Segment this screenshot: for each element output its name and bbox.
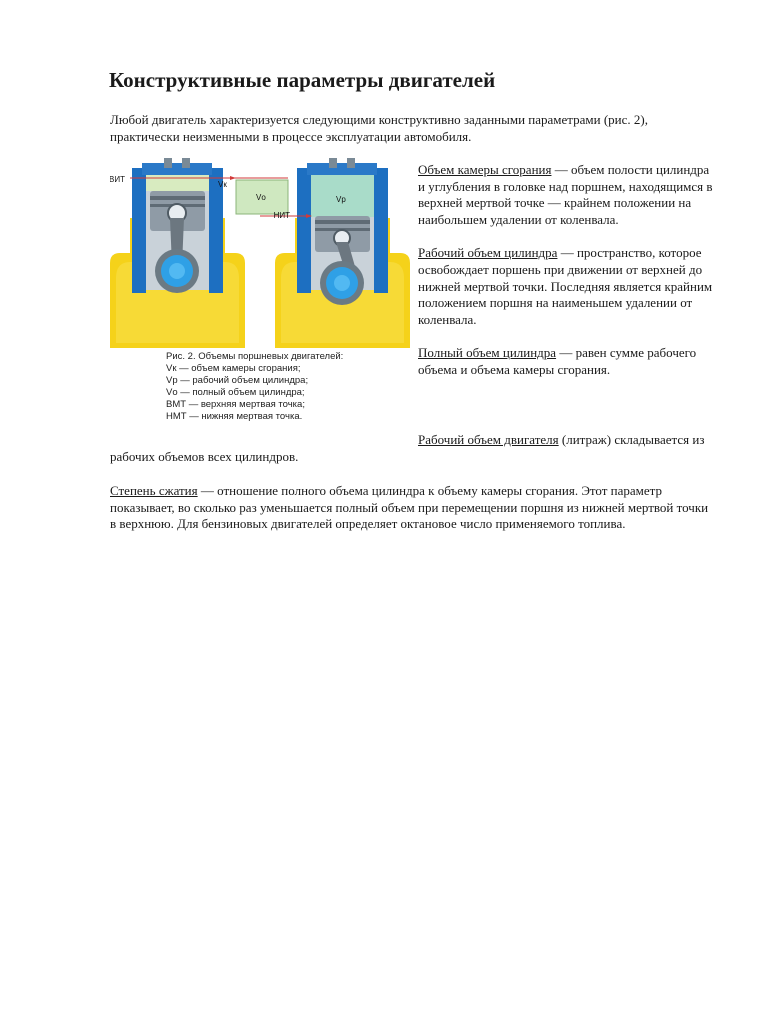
definition-working-volume bbox=[418, 245, 718, 329]
definition-compression-ratio bbox=[110, 483, 710, 533]
definition-text: — пространство, которое освобождает поршень при движении от верхней до нижней мертвой точки. Последняя является крайним положением поршня на наименьшем удалении от коленвала. bbox=[418, 245, 713, 328]
definitions-column bbox=[418, 162, 718, 395]
vo-label: Vо bbox=[256, 193, 266, 202]
caption-line: Vр — рабочий объем цилиндра; bbox=[166, 375, 309, 386]
definition-text: — равен сумме рабочего объема и объема камеры сгорания. bbox=[418, 345, 697, 378]
engine-diagram bbox=[110, 158, 410, 423]
caption-line: НМТ — нижняя мертвая точка. bbox=[166, 411, 303, 422]
definition-text: — отношение полного объема цилиндра к объему камеры сгорания. Этот параметр показывает, во сколько раз уменьшается полный объем при перемещении поршня из нижней мертвой точки в верхнюю. Для бензиновых двигателей определяет октановое число применяемого топлива. bbox=[110, 483, 709, 532]
term-combustion-volume: Объем камеры сгорания bbox=[418, 162, 552, 177]
right-cylinder-illustration bbox=[275, 158, 410, 348]
vk-label: Vк bbox=[218, 180, 227, 189]
term-engine-volume: Рабочий объем двигателя bbox=[418, 432, 559, 447]
caption-line: Vк — объем камеры сгорания; bbox=[166, 363, 301, 374]
definition-text: (литраж) складывается из рабочих объемов всех цилиндров. bbox=[110, 432, 705, 464]
term-compression-ratio: Степень сжатия bbox=[110, 483, 198, 498]
nmt-label: НИТ bbox=[273, 211, 290, 220]
term-full-volume: Полный объем цилиндра bbox=[418, 345, 557, 361]
engine-volumes-figure bbox=[110, 158, 410, 423]
definition-combustion-volume bbox=[418, 162, 718, 229]
page-title: Конструктивные параметры двигателей bbox=[109, 68, 496, 92]
term-working-volume: Рабочий объем цилиндра bbox=[418, 245, 558, 261]
definition-text: — объем полости цилиндра и углубления в головке над поршнем, находящимся в верхней мертвой точке — крайнем положении на наибольшем удалении от коленвала. bbox=[418, 162, 713, 228]
caption-line: Рис. 2. Объемы поршневых двигателей: bbox=[166, 351, 344, 362]
intro-paragraph: Любой двигатель характеризуется следующими конструктивно заданными параметрами (рис. 2), практически неизменными в процессе эксплуатации автомобиля. bbox=[110, 112, 648, 144]
definition-full-volume bbox=[418, 345, 718, 378]
vp-label: Vр bbox=[336, 195, 346, 204]
definition-engine-volume bbox=[110, 432, 730, 465]
figure-caption bbox=[166, 351, 343, 422]
caption-line: Vо — полный объем цилиндра; bbox=[166, 387, 305, 398]
caption-line: ВМТ — верхняя мертвая точка; bbox=[166, 399, 305, 410]
vmt-label: ВИТ bbox=[110, 175, 125, 184]
